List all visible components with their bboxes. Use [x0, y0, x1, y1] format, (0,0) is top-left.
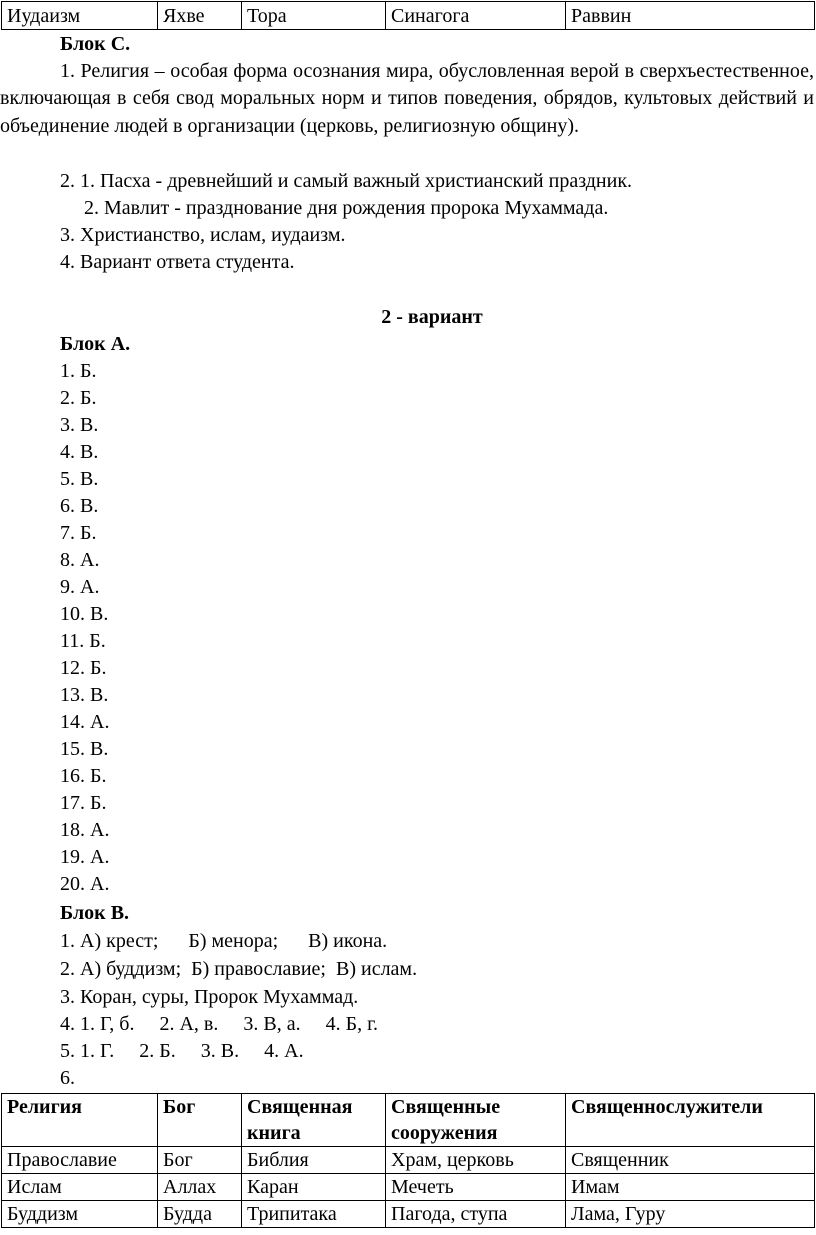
table-row: [2, 1147, 815, 1174]
table-cell: Храм, церковь: [386, 1147, 566, 1174]
table-header-row: [2, 1094, 815, 1147]
column-header: Священнослужители: [566, 1094, 815, 1147]
list-item: 6. В.: [60, 495, 99, 517]
table-row: [2, 2, 815, 30]
table-cell: Синагога: [386, 2, 566, 30]
table-row: [2, 1201, 815, 1228]
block-c-answer-2b: 2. Мавлит - празднование дня рождения пророка Мухаммада.: [84, 197, 609, 219]
table-cell: Бог: [158, 1147, 242, 1174]
block-c-answer-1: 1. Религия – особая форма осознания мира, обусловленная верой в сверхъестественное, включающая в себя свод моральных норм и типов поведения, обрядов, культовых действий и объединение людей в организации (церковь, религиозную общину).: [0, 60, 814, 137]
list-item: 2. Б.: [60, 387, 97, 409]
block-b-answer-5: 5. 1. Г. 2. Б. 3. В. 4. А.: [60, 1040, 304, 1062]
block-a-heading: Блок А.: [60, 333, 131, 355]
top-table-row: [1, 1, 815, 30]
block-b-answer-4: 4. 1. Г, б. 2. А, в. 3. В, а. 4. Б, г.: [60, 1013, 379, 1035]
table-cell: Ислам: [2, 1174, 158, 1201]
column-header: Священные сооружения: [386, 1094, 566, 1147]
block-b-answer-6: 6.: [60, 1067, 75, 1089]
column-header: Бог: [158, 1094, 242, 1147]
list-item: 16. Б.: [60, 765, 107, 787]
list-item: 11. Б.: [60, 630, 106, 652]
table-cell: Православие: [2, 1147, 158, 1174]
list-item: 5. В.: [60, 468, 99, 490]
block-c-answer-2a: 2. 1. Пасха - древнейший и самый важный христианский праздник.: [60, 170, 633, 192]
block-b-answer-2: 2. А) буддизм; Б) православие; В) ислам.: [60, 958, 418, 980]
list-item: 10. В.: [60, 603, 109, 625]
variant-title: 2 - вариант: [381, 306, 483, 328]
table-cell: Каран: [242, 1174, 386, 1201]
list-item: 15. В.: [60, 738, 109, 760]
table-cell: Аллах: [158, 1174, 242, 1201]
block-c-answer-3: 3. Христианство, ислам, иудаизм.: [60, 224, 346, 246]
list-item: 1. Б.: [60, 360, 97, 382]
religion-table: [1, 1093, 815, 1228]
table-cell: Тора: [242, 2, 386, 30]
table-cell: Священник: [566, 1147, 815, 1174]
block-c-heading: Блок С.: [60, 33, 131, 55]
table-cell: Библия: [242, 1147, 386, 1174]
table-cell: Яхве: [158, 2, 242, 30]
table-cell: Иудаизм: [2, 2, 158, 30]
list-item: 12. Б.: [60, 657, 107, 679]
list-item: 19. А.: [60, 846, 110, 868]
table-cell: Буддизм: [2, 1201, 158, 1228]
block-c-answer-4: 4. Вариант ответа студента.: [60, 251, 295, 273]
table-cell: Имам: [566, 1174, 815, 1201]
list-item: 18. А.: [60, 819, 110, 841]
list-item: 3. В.: [60, 414, 99, 436]
list-item: 17. Б.: [60, 792, 107, 814]
table-cell: Раввин: [566, 2, 815, 30]
block-b-answer-3: 3. Коран, суры, Пророк Мухаммад.: [60, 986, 359, 1008]
list-item: 8. А.: [60, 549, 100, 571]
column-header: Священная книга: [242, 1094, 386, 1147]
list-item: 9. А.: [60, 576, 100, 598]
column-header: Религия: [2, 1094, 158, 1147]
table-cell: Будда: [158, 1201, 242, 1228]
list-item: 7. Б.: [60, 522, 97, 544]
list-item: 20. А.: [60, 873, 110, 895]
table-row: [2, 1174, 815, 1201]
block-b-heading: Блок В.: [60, 902, 130, 924]
table-cell: Мечеть: [386, 1174, 566, 1201]
table-cell: Лама, Гуру: [566, 1201, 815, 1228]
list-item: 14. А.: [60, 711, 110, 733]
table-cell: Трипитака: [242, 1201, 386, 1228]
block-b-answer-1: 1. А) крест; Б) менора; В) икона.: [60, 930, 388, 952]
list-item: 4. В.: [60, 441, 99, 463]
list-item: 13. В.: [60, 684, 109, 706]
table-cell: Пагода, ступа: [386, 1201, 566, 1228]
